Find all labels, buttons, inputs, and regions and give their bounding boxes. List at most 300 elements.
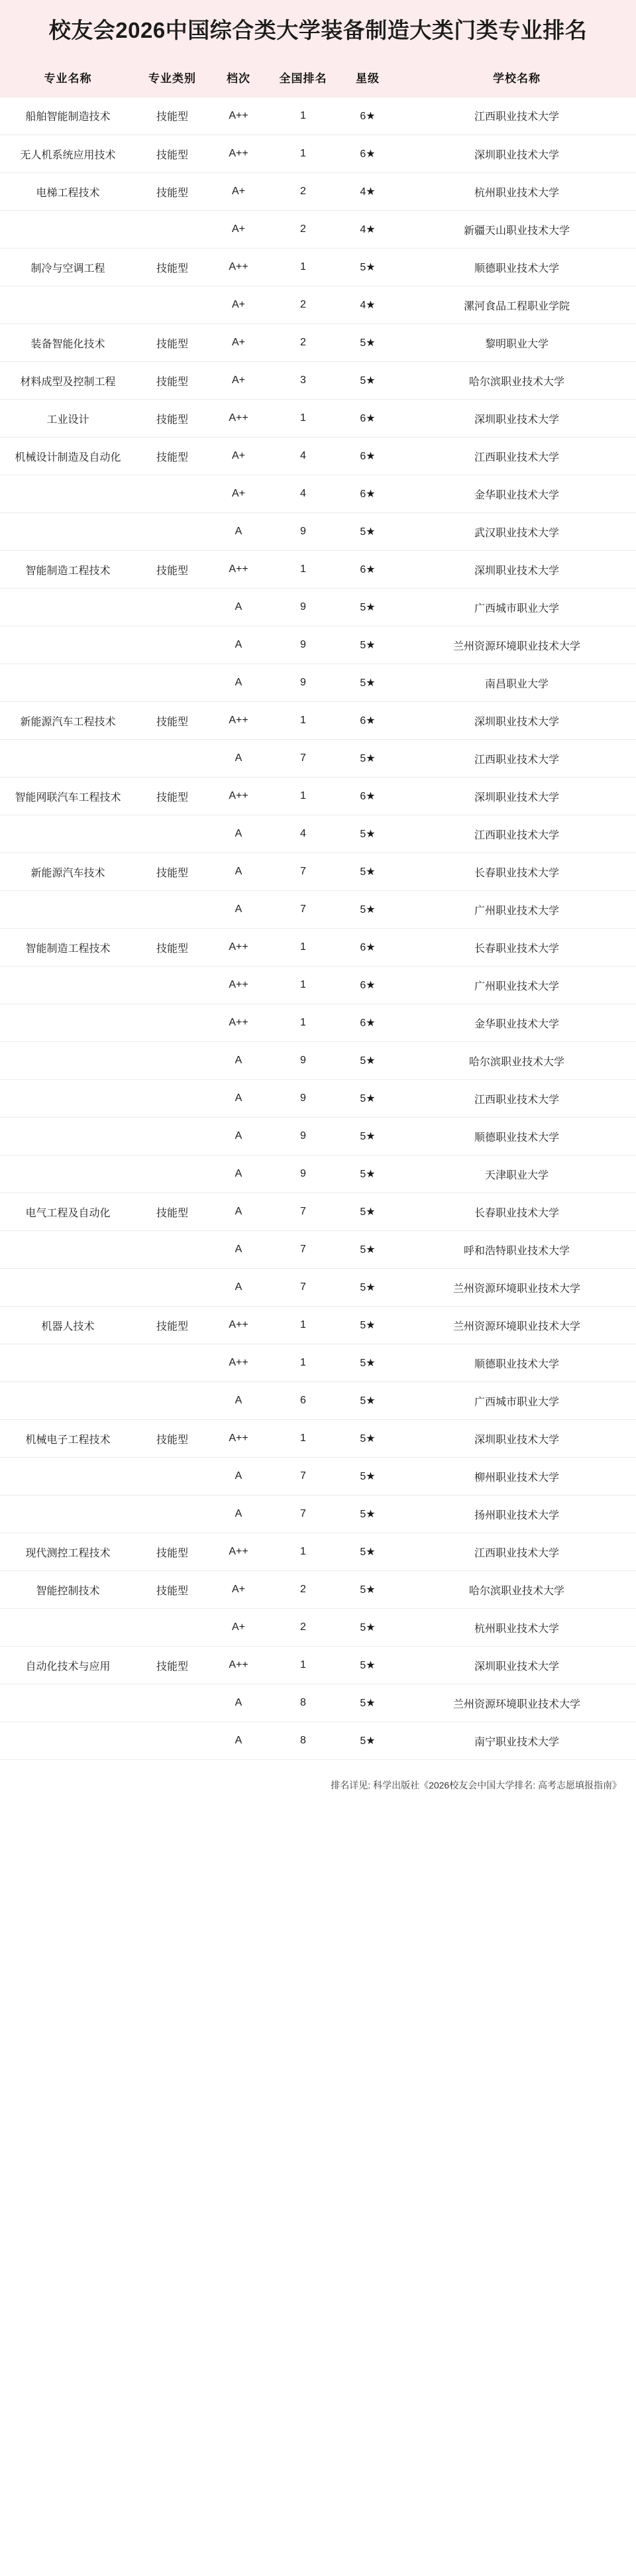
cell-category: 技能型 xyxy=(136,551,209,589)
cell-rank: 1 xyxy=(268,249,338,286)
cell-tier: A xyxy=(209,513,268,551)
cell-star: 6★ xyxy=(338,966,398,1004)
cell-rank: 1 xyxy=(268,778,338,815)
cell-star: 5★ xyxy=(338,1722,398,1760)
cell-star: 5★ xyxy=(338,1495,398,1533)
cell-major xyxy=(0,1458,136,1495)
column-header-major: 专业名称 xyxy=(0,58,136,97)
cell-star: 5★ xyxy=(338,1307,398,1344)
cell-category: 技能型 xyxy=(136,1193,209,1231)
cell-school: 广西城市职业大学 xyxy=(398,1382,636,1420)
column-header-category: 专业类别 xyxy=(136,58,209,97)
table-row xyxy=(0,1193,636,1231)
table-row xyxy=(0,249,636,286)
cell-rank: 1 xyxy=(268,1647,338,1684)
page-title-bar xyxy=(0,0,636,58)
cell-tier: A xyxy=(209,740,268,778)
cell-category xyxy=(136,1269,209,1307)
cell-tier: A++ xyxy=(209,1647,268,1684)
table-row xyxy=(0,589,636,626)
cell-major xyxy=(0,1269,136,1307)
column-header-tier: 档次 xyxy=(209,58,268,97)
cell-rank: 1 xyxy=(268,929,338,966)
table-row xyxy=(0,1080,636,1118)
table-row xyxy=(0,1458,636,1495)
cell-rank: 4 xyxy=(268,815,338,853)
cell-rank: 7 xyxy=(268,1231,338,1269)
cell-tier: A xyxy=(209,1458,268,1495)
cell-category xyxy=(136,626,209,664)
cell-rank: 1 xyxy=(268,400,338,438)
cell-tier: A xyxy=(209,589,268,626)
cell-major: 智能网联汽车工程技术 xyxy=(0,778,136,815)
cell-tier: A xyxy=(209,1193,268,1231)
cell-tier: A++ xyxy=(209,97,268,135)
cell-school: 杭州职业技术大学 xyxy=(398,1609,636,1647)
cell-tier: A++ xyxy=(209,249,268,286)
cell-major xyxy=(0,626,136,664)
cell-tier: A xyxy=(209,815,268,853)
cell-school: 江西职业技术大学 xyxy=(398,740,636,778)
table-row xyxy=(0,1647,636,1684)
cell-category xyxy=(136,1155,209,1193)
cell-school: 深圳职业技术大学 xyxy=(398,135,636,173)
cell-major: 现代测控工程技术 xyxy=(0,1533,136,1571)
column-header-rank: 全国排名 xyxy=(268,58,338,97)
cell-rank: 1 xyxy=(268,1307,338,1344)
table-row xyxy=(0,438,636,475)
cell-tier: A xyxy=(209,1269,268,1307)
cell-school: 哈尔滨职业技术大学 xyxy=(398,1042,636,1080)
table-row xyxy=(0,211,636,249)
cell-star: 5★ xyxy=(338,1155,398,1193)
cell-star: 5★ xyxy=(338,626,398,664)
cell-major: 智能控制技术 xyxy=(0,1571,136,1609)
table-row xyxy=(0,891,636,929)
cell-tier: A++ xyxy=(209,1004,268,1042)
cell-tier: A++ xyxy=(209,400,268,438)
cell-tier: A++ xyxy=(209,702,268,740)
cell-category: 技能型 xyxy=(136,249,209,286)
cell-star: 6★ xyxy=(338,1004,398,1042)
cell-tier: A xyxy=(209,1684,268,1722)
cell-category xyxy=(136,664,209,702)
cell-major: 智能制造工程技术 xyxy=(0,929,136,966)
cell-tier: A xyxy=(209,853,268,891)
table-row xyxy=(0,1609,636,1647)
table-row xyxy=(0,286,636,324)
table-row xyxy=(0,778,636,815)
cell-tier: A+ xyxy=(209,438,268,475)
cell-school: 兰州资源环境职业技术大学 xyxy=(398,626,636,664)
cell-tier: A xyxy=(209,1231,268,1269)
cell-major: 机器人技术 xyxy=(0,1307,136,1344)
table-body xyxy=(0,97,636,1760)
table-row xyxy=(0,1269,636,1307)
cell-tier: A++ xyxy=(209,1307,268,1344)
cell-category xyxy=(136,1458,209,1495)
cell-tier: A xyxy=(209,1722,268,1760)
cell-rank: 1 xyxy=(268,1533,338,1571)
cell-school: 深圳职业技术大学 xyxy=(398,1420,636,1458)
cell-category xyxy=(136,1042,209,1080)
cell-major: 自动化技术与应用 xyxy=(0,1647,136,1684)
cell-star: 5★ xyxy=(338,1684,398,1722)
cell-major xyxy=(0,286,136,324)
cell-rank: 2 xyxy=(268,211,338,249)
cell-major xyxy=(0,1155,136,1193)
cell-category: 技能型 xyxy=(136,1647,209,1684)
table-row xyxy=(0,1495,636,1533)
table-row xyxy=(0,815,636,853)
cell-school: 长春职业技术大学 xyxy=(398,929,636,966)
cell-star: 5★ xyxy=(338,1269,398,1307)
cell-major: 机械设计制造及自动化 xyxy=(0,438,136,475)
cell-rank: 1 xyxy=(268,135,338,173)
cell-rank: 9 xyxy=(268,1118,338,1155)
cell-major xyxy=(0,1722,136,1760)
cell-category: 技能型 xyxy=(136,173,209,211)
cell-major xyxy=(0,1080,136,1118)
cell-category xyxy=(136,1382,209,1420)
cell-category xyxy=(136,475,209,513)
cell-category xyxy=(136,1231,209,1269)
cell-category: 技能型 xyxy=(136,702,209,740)
cell-major xyxy=(0,513,136,551)
cell-tier: A++ xyxy=(209,1533,268,1571)
table-row xyxy=(0,400,636,438)
cell-category: 技能型 xyxy=(136,438,209,475)
cell-tier: A xyxy=(209,1080,268,1118)
cell-major: 制冷与空调工程 xyxy=(0,249,136,286)
cell-school: 兰州资源环境职业技术大学 xyxy=(398,1269,636,1307)
cell-school: 江西职业技术大学 xyxy=(398,97,636,135)
cell-star: 6★ xyxy=(338,929,398,966)
cell-rank: 7 xyxy=(268,1458,338,1495)
cell-major xyxy=(0,211,136,249)
cell-tier: A xyxy=(209,1155,268,1193)
cell-star: 5★ xyxy=(338,1533,398,1571)
cell-category: 技能型 xyxy=(136,400,209,438)
cell-star: 6★ xyxy=(338,135,398,173)
cell-major xyxy=(0,966,136,1004)
cell-major: 新能源汽车技术 xyxy=(0,853,136,891)
table-row xyxy=(0,929,636,966)
cell-major: 电气工程及自动化 xyxy=(0,1193,136,1231)
cell-tier: A++ xyxy=(209,778,268,815)
cell-rank: 1 xyxy=(268,1344,338,1382)
cell-rank: 9 xyxy=(268,626,338,664)
cell-major xyxy=(0,740,136,778)
cell-star: 4★ xyxy=(338,211,398,249)
cell-school: 金华职业技术大学 xyxy=(398,475,636,513)
cell-category xyxy=(136,1495,209,1533)
cell-star: 6★ xyxy=(338,400,398,438)
cell-school: 深圳职业技术大学 xyxy=(398,400,636,438)
cell-school: 兰州资源环境职业技术大学 xyxy=(398,1307,636,1344)
ranking-table xyxy=(0,58,636,1761)
cell-school: 呼和浩特职业技术大学 xyxy=(398,1231,636,1269)
cell-tier: A+ xyxy=(209,1609,268,1647)
cell-school: 江西职业技术大学 xyxy=(398,438,636,475)
cell-major xyxy=(0,1042,136,1080)
cell-star: 6★ xyxy=(338,702,398,740)
cell-tier: A xyxy=(209,664,268,702)
cell-rank: 8 xyxy=(268,1684,338,1722)
cell-tier: A++ xyxy=(209,966,268,1004)
cell-school: 黎明职业大学 xyxy=(398,324,636,362)
cell-rank: 1 xyxy=(268,1420,338,1458)
cell-star: 5★ xyxy=(338,324,398,362)
cell-category xyxy=(136,1344,209,1382)
cell-rank: 1 xyxy=(268,702,338,740)
cell-school: 漯河食品工程职业学院 xyxy=(398,286,636,324)
cell-school: 广州职业技术大学 xyxy=(398,966,636,1004)
cell-major: 船舶智能制造技术 xyxy=(0,97,136,135)
cell-rank: 7 xyxy=(268,1495,338,1533)
cell-rank: 9 xyxy=(268,1155,338,1193)
cell-tier: A+ xyxy=(209,286,268,324)
cell-category: 技能型 xyxy=(136,929,209,966)
cell-tier: A++ xyxy=(209,551,268,589)
cell-rank: 1 xyxy=(268,1004,338,1042)
cell-school: 杭州职业技术大学 xyxy=(398,173,636,211)
page-title: 校友会2026中国综合类大学装备制造大类门类专业排名 xyxy=(48,18,588,42)
cell-school: 江西职业技术大学 xyxy=(398,1533,636,1571)
table-row xyxy=(0,1042,636,1080)
cell-major xyxy=(0,891,136,929)
cell-tier: A xyxy=(209,626,268,664)
cell-star: 5★ xyxy=(338,1609,398,1647)
cell-category: 技能型 xyxy=(136,324,209,362)
cell-star: 5★ xyxy=(338,1193,398,1231)
cell-school: 顺德职业技术大学 xyxy=(398,249,636,286)
cell-school: 深圳职业技术大学 xyxy=(398,778,636,815)
cell-star: 6★ xyxy=(338,97,398,135)
cell-rank: 2 xyxy=(268,286,338,324)
cell-star: 5★ xyxy=(338,853,398,891)
cell-rank: 1 xyxy=(268,97,338,135)
cell-category xyxy=(136,1080,209,1118)
cell-star: 5★ xyxy=(338,1042,398,1080)
cell-school: 长春职业技术大学 xyxy=(398,853,636,891)
cell-rank: 9 xyxy=(268,1042,338,1080)
cell-school: 长春职业技术大学 xyxy=(398,1193,636,1231)
cell-tier: A++ xyxy=(209,929,268,966)
cell-star: 6★ xyxy=(338,438,398,475)
cell-major xyxy=(0,1684,136,1722)
cell-category xyxy=(136,589,209,626)
cell-tier: A xyxy=(209,891,268,929)
table-row xyxy=(0,135,636,173)
cell-school: 兰州资源环境职业技术大学 xyxy=(398,1684,636,1722)
cell-major: 材料成型及控制工程 xyxy=(0,362,136,400)
table-row xyxy=(0,1382,636,1420)
cell-tier: A++ xyxy=(209,1420,268,1458)
cell-star: 5★ xyxy=(338,1647,398,1684)
table-row xyxy=(0,740,636,778)
cell-tier: A xyxy=(209,1118,268,1155)
cell-tier: A xyxy=(209,1042,268,1080)
cell-star: 4★ xyxy=(338,286,398,324)
cell-rank: 7 xyxy=(268,853,338,891)
cell-category: 技能型 xyxy=(136,1420,209,1458)
cell-school: 天津职业大学 xyxy=(398,1155,636,1193)
cell-school: 金华职业技术大学 xyxy=(398,1004,636,1042)
cell-major xyxy=(0,1495,136,1533)
cell-rank: 9 xyxy=(268,513,338,551)
cell-star: 5★ xyxy=(338,249,398,286)
cell-category xyxy=(136,211,209,249)
table-row xyxy=(0,551,636,589)
table-row xyxy=(0,1004,636,1042)
cell-star: 6★ xyxy=(338,475,398,513)
cell-star: 5★ xyxy=(338,1344,398,1382)
table-row xyxy=(0,1533,636,1571)
cell-major: 新能源汽车工程技术 xyxy=(0,702,136,740)
cell-rank: 7 xyxy=(268,891,338,929)
cell-major: 无人机系统应用技术 xyxy=(0,135,136,173)
cell-star: 5★ xyxy=(338,815,398,853)
cell-school: 扬州职业技术大学 xyxy=(398,1495,636,1533)
cell-tier: A+ xyxy=(209,211,268,249)
cell-rank: 6 xyxy=(268,1382,338,1420)
cell-category: 技能型 xyxy=(136,135,209,173)
cell-major xyxy=(0,1609,136,1647)
cell-rank: 2 xyxy=(268,1571,338,1609)
cell-category xyxy=(136,1004,209,1042)
cell-major xyxy=(0,589,136,626)
cell-category xyxy=(136,1684,209,1722)
cell-star: 6★ xyxy=(338,778,398,815)
cell-star: 5★ xyxy=(338,740,398,778)
cell-star: 5★ xyxy=(338,513,398,551)
cell-major xyxy=(0,1231,136,1269)
cell-star: 5★ xyxy=(338,664,398,702)
cell-star: 5★ xyxy=(338,1458,398,1495)
cell-school: 新疆天山职业技术大学 xyxy=(398,211,636,249)
table-row xyxy=(0,1684,636,1722)
cell-school: 江西职业技术大学 xyxy=(398,815,636,853)
table-row xyxy=(0,1307,636,1344)
cell-school: 哈尔滨职业技术大学 xyxy=(398,362,636,400)
cell-category: 技能型 xyxy=(136,97,209,135)
table-header xyxy=(0,58,636,97)
cell-category xyxy=(136,815,209,853)
cell-rank: 3 xyxy=(268,362,338,400)
table-row xyxy=(0,1118,636,1155)
cell-school: 武汉职业技术大学 xyxy=(398,513,636,551)
cell-star: 5★ xyxy=(338,1118,398,1155)
cell-tier: A+ xyxy=(209,324,268,362)
cell-category xyxy=(136,513,209,551)
cell-school: 柳州职业技术大学 xyxy=(398,1458,636,1495)
cell-major xyxy=(0,1344,136,1382)
cell-rank: 9 xyxy=(268,664,338,702)
cell-school: 哈尔滨职业技术大学 xyxy=(398,1571,636,1609)
cell-rank: 1 xyxy=(268,551,338,589)
footer-note: 排名详见: 科学出版社《2026校友会中国大学排名: 高考志愿填报指南》 xyxy=(331,1780,621,1791)
cell-category xyxy=(136,740,209,778)
cell-tier: A+ xyxy=(209,475,268,513)
cell-rank: 9 xyxy=(268,589,338,626)
table-row xyxy=(0,853,636,891)
table-row xyxy=(0,1420,636,1458)
cell-rank: 7 xyxy=(268,1269,338,1307)
cell-school: 深圳职业技术大学 xyxy=(398,551,636,589)
cell-tier: A+ xyxy=(209,173,268,211)
cell-star: 4★ xyxy=(338,173,398,211)
cell-major xyxy=(0,1004,136,1042)
cell-rank: 8 xyxy=(268,1722,338,1760)
cell-major: 工业设计 xyxy=(0,400,136,438)
cell-category: 技能型 xyxy=(136,778,209,815)
cell-star: 5★ xyxy=(338,891,398,929)
table-row xyxy=(0,664,636,702)
table-row xyxy=(0,702,636,740)
cell-school: 南昌职业大学 xyxy=(398,664,636,702)
cell-school: 广州职业技术大学 xyxy=(398,891,636,929)
cell-star: 5★ xyxy=(338,1382,398,1420)
cell-major xyxy=(0,1382,136,1420)
table-row xyxy=(0,1344,636,1382)
cell-rank: 4 xyxy=(268,475,338,513)
cell-tier: A+ xyxy=(209,1571,268,1609)
table-row xyxy=(0,97,636,135)
cell-major: 智能制造工程技术 xyxy=(0,551,136,589)
cell-major xyxy=(0,815,136,853)
cell-star: 5★ xyxy=(338,1571,398,1609)
table-header-row xyxy=(0,58,636,97)
cell-category: 技能型 xyxy=(136,1533,209,1571)
cell-tier: A++ xyxy=(209,1344,268,1382)
table-row xyxy=(0,966,636,1004)
cell-category xyxy=(136,1722,209,1760)
cell-school: 江西职业技术大学 xyxy=(398,1080,636,1118)
cell-major xyxy=(0,475,136,513)
table-row xyxy=(0,1722,636,1760)
cell-category: 技能型 xyxy=(136,362,209,400)
cell-category xyxy=(136,891,209,929)
cell-category: 技能型 xyxy=(136,853,209,891)
column-header-star: 星级 xyxy=(338,58,398,97)
cell-rank: 7 xyxy=(268,740,338,778)
cell-star: 5★ xyxy=(338,362,398,400)
cell-category: 技能型 xyxy=(136,1571,209,1609)
cell-tier: A xyxy=(209,1495,268,1533)
table-row xyxy=(0,362,636,400)
table-row xyxy=(0,1155,636,1193)
cell-star: 5★ xyxy=(338,589,398,626)
cell-school: 南宁职业技术大学 xyxy=(398,1722,636,1760)
cell-rank: 2 xyxy=(268,324,338,362)
cell-category xyxy=(136,1118,209,1155)
cell-rank: 9 xyxy=(268,1080,338,1118)
cell-major xyxy=(0,1118,136,1155)
cell-school: 深圳职业技术大学 xyxy=(398,1647,636,1684)
cell-rank: 2 xyxy=(268,173,338,211)
cell-major: 装备智能化技术 xyxy=(0,324,136,362)
table-row xyxy=(0,1571,636,1609)
cell-star: 5★ xyxy=(338,1080,398,1118)
cell-major: 机械电子工程技术 xyxy=(0,1420,136,1458)
cell-school: 广西城市职业大学 xyxy=(398,589,636,626)
cell-category: 技能型 xyxy=(136,1307,209,1344)
cell-major xyxy=(0,664,136,702)
cell-rank: 4 xyxy=(268,438,338,475)
cell-category xyxy=(136,1609,209,1647)
cell-tier: A++ xyxy=(209,135,268,173)
